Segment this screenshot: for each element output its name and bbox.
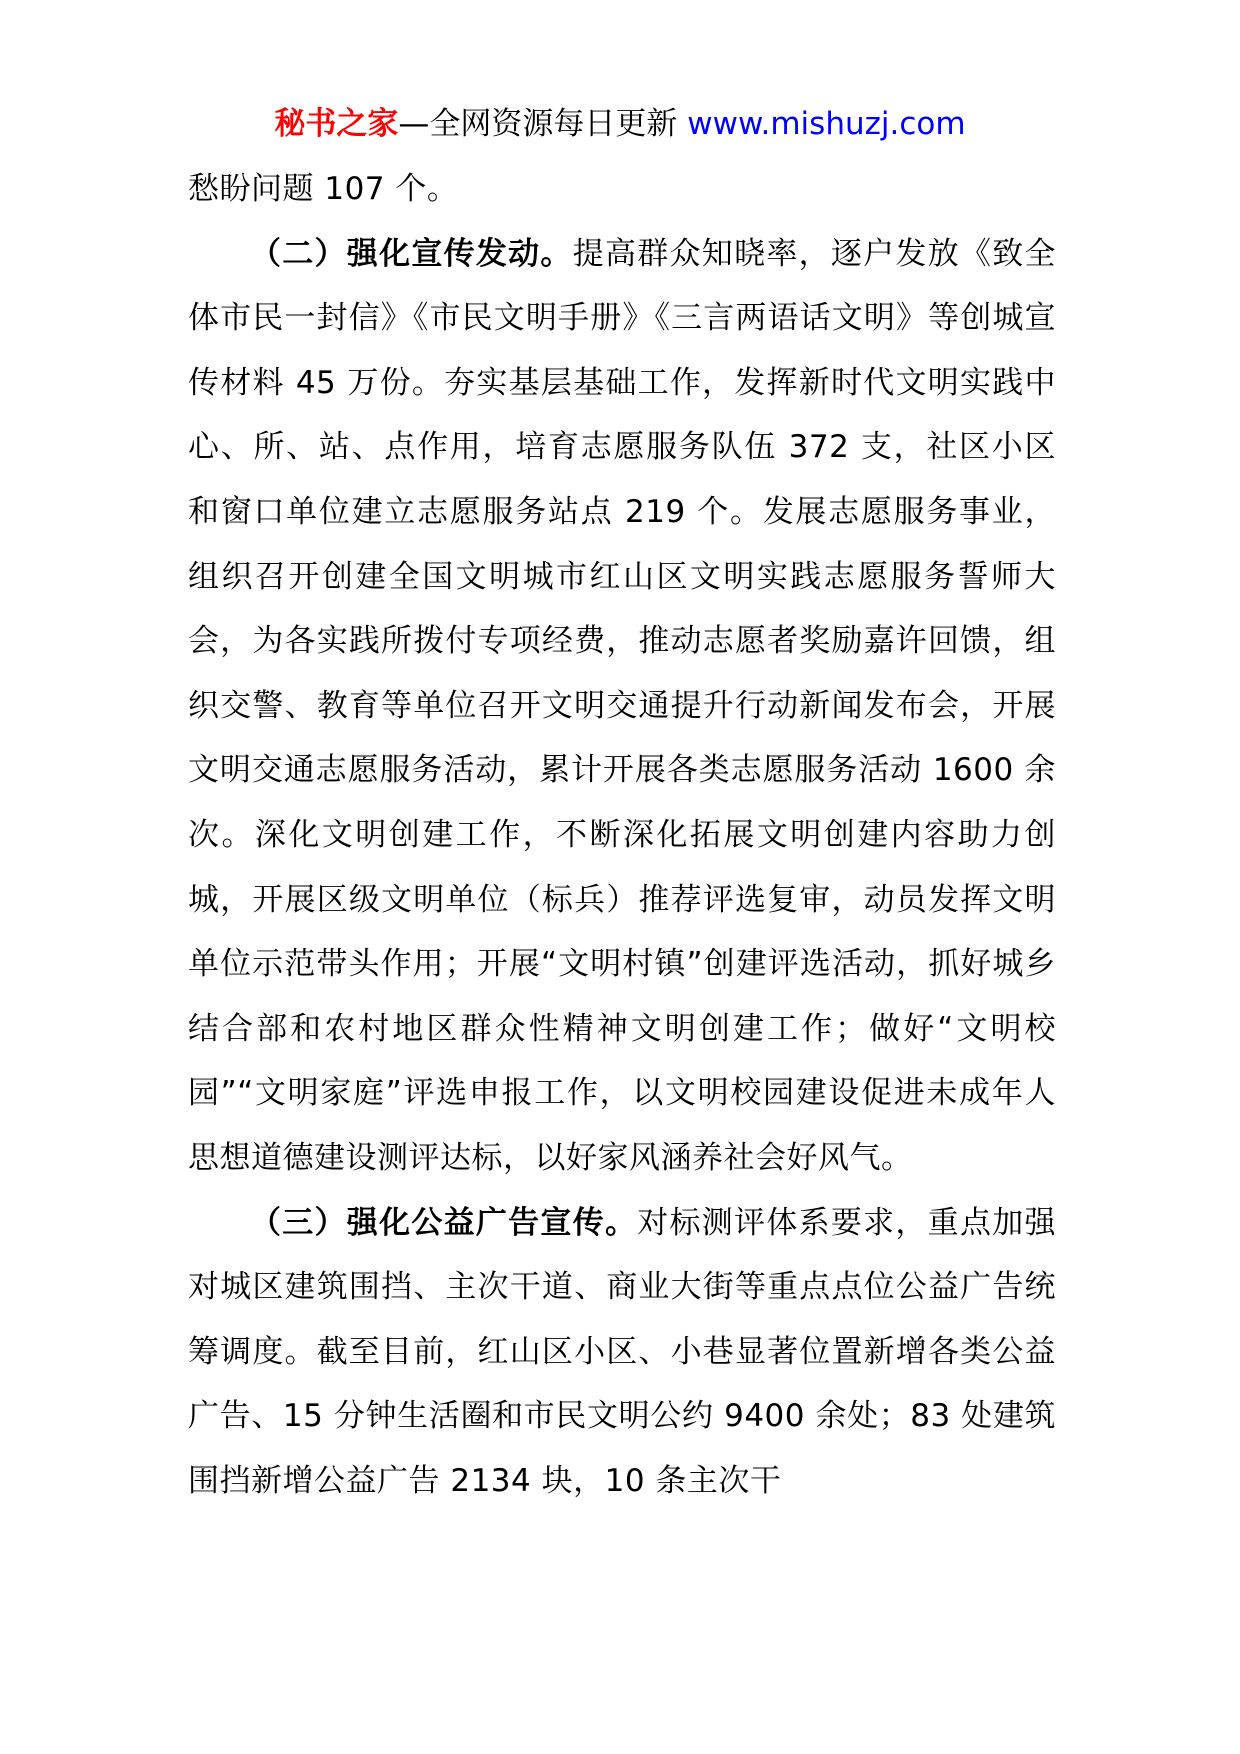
site-header — [0, 102, 1240, 146]
section-heading: （二）强化宣传发动。 — [250, 235, 573, 272]
paragraph-text: 愁盼问题 107 个。 — [188, 171, 459, 207]
site-url-link[interactable]: www.mishuzj.com — [687, 106, 966, 142]
paragraph-text: 对标测评体系要求，重点加强对城区建筑围挡、主次干道、商业大街等重点点位公益广告统筹调度。截至目前，红山区小区、小巷显著位置新增各类公益广告、15 分钟生活圈和市民文明公约 9400 余处；83 处建筑围挡新增公益广告 2134 块，10 条主次干 — [188, 1204, 1056, 1499]
paragraph-section-3 — [188, 1191, 1056, 1514]
site-tagline: —全网资源每日更新 — [398, 106, 688, 142]
paragraph-continuation — [188, 157, 1056, 222]
paragraph-section-2 — [188, 222, 1056, 1191]
paragraph-text: 提高群众知晓率，逐户发放《致全体市民一封信》《市民文明手册》《三言两语话文明》等创城宣传材料 45 万份。夯实基层基础工作，发挥新时代文明实践中心、所、站、点作用，培育志愿服务队伍 372 支，社区小区和窗口单位建立志愿服务站点 219 个。发展志愿服务事业，组织召开创建全国文明城市红山区文明实践志愿服务誓师大会，为各实践所拨付专项经费，推动志愿者奖励嘉许回馈，组织交警、教育等单位召开文明交通提升行动新闻发布会，开展文明交通志愿服务活动，累计开展各类志愿服务活动 1600 余次。深化文明创建工作，不断深化拓展文明创建内容助力创城，开展区级文明单位（标兵）推荐评选复审，动员发挥文明单位示范带头作用；开展“文明村镇”创建评选活动，抓好城乡结合部和农村地区群众性精神文明创建工作；做好“文明校园”“文明家庭”评选申报工作，以文明校园建设促进未成年人思想道德建设测评达标，以好家风涵养社会好风气。 — [188, 235, 1057, 1176]
site-brand: 秘书之家 — [274, 106, 399, 142]
section-heading: （三）强化公益广告宣传。 — [250, 1204, 638, 1241]
document-body — [188, 157, 1056, 1513]
